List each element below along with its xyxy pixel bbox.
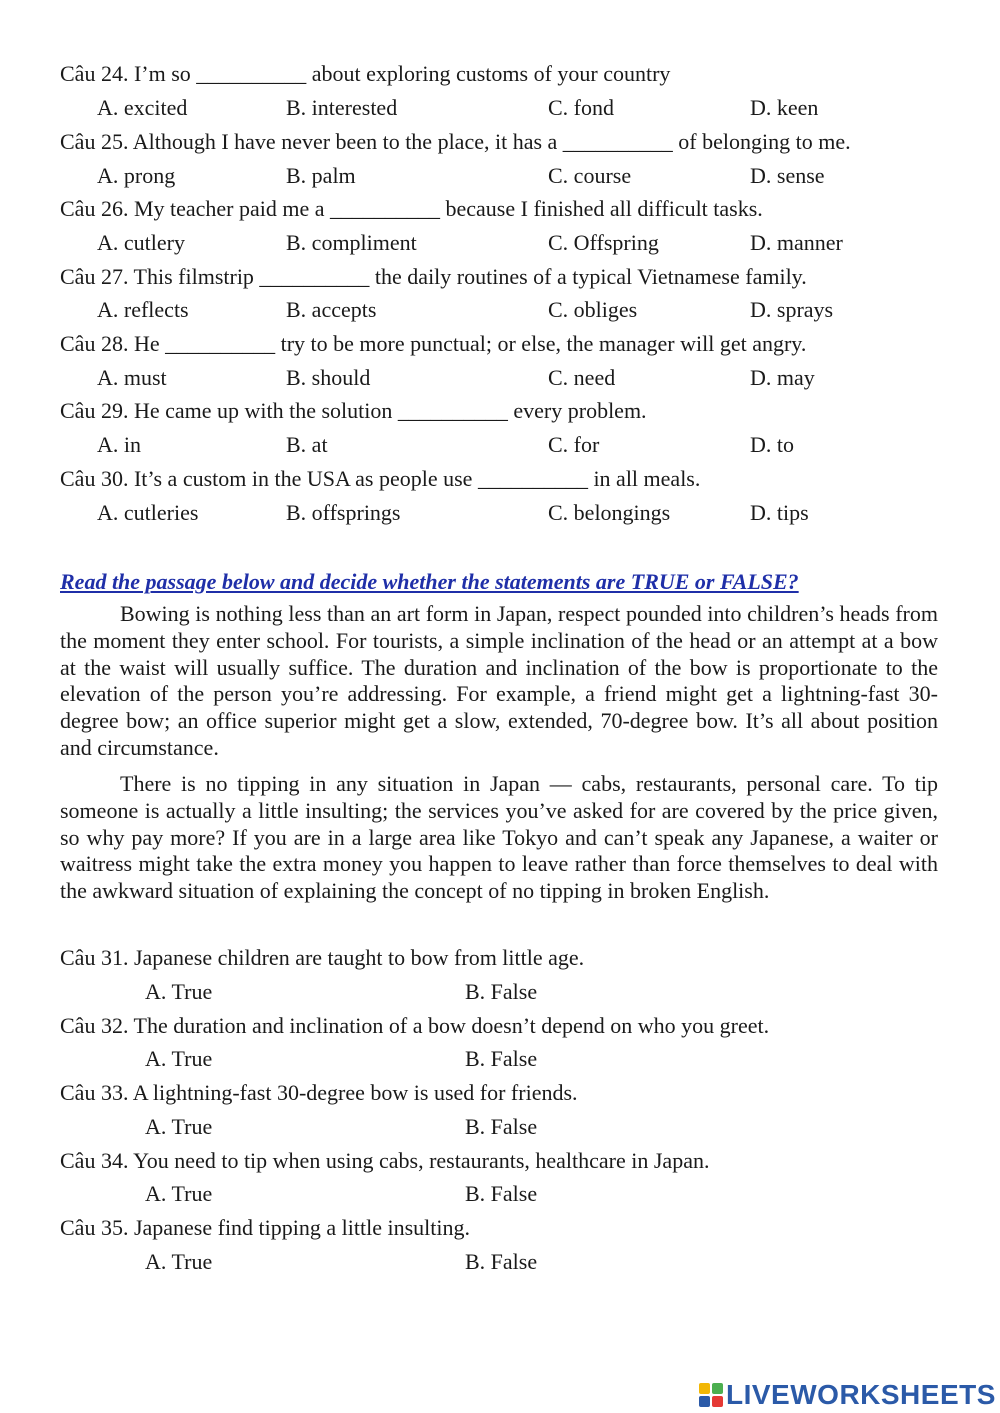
q32-option-false[interactable]: B. False [465,1046,538,1071]
q29-option-b[interactable]: B. at [286,432,328,457]
q29-option-c[interactable]: C. for [548,432,600,457]
question-31: Câu 31. Japanese children are taught to bow from little age. [60,945,585,970]
q33-option-true[interactable]: A. True [145,1114,213,1139]
q31-option-true[interactable]: A. True [145,979,213,1004]
question-25: Câu 25. Although I have never been to the place, it has a __________ of belonging to me. [60,129,851,154]
q26-option-b[interactable]: B. compliment [286,230,417,255]
q30-option-d[interactable]: D. tips [750,500,809,525]
q28-option-c[interactable]: C. need [548,365,616,390]
q26-option-d[interactable]: D. manner [750,230,843,255]
liveworksheets-logo-text: LIVEWORKSHEETS [726,1379,996,1410]
q32-option-true[interactable]: A. True [145,1046,213,1071]
question-30: Câu 30. It’s a custom in the USA as people use __________ in all meals. [60,466,701,491]
q24-option-c[interactable]: C. fond [548,95,614,120]
q25-option-b[interactable]: B. palm [286,163,356,188]
q28-option-b[interactable]: B. should [286,365,371,390]
q24-option-b[interactable]: B. interested [286,95,398,120]
q29-option-d[interactable]: D. to [750,432,794,457]
reading-heading: Read the passage below and decide whether the statements are TRUE or FALSE? [60,569,799,594]
q27-option-d[interactable]: D. sprays [750,297,834,322]
q27-option-a[interactable]: A. reflects [97,297,189,322]
question-35: Câu 35. Japanese find tipping a little insulting. [60,1215,470,1240]
q31-option-false[interactable]: B. False [465,979,538,1004]
q25-option-d[interactable]: D. sense [750,163,825,188]
q29-option-a[interactable]: A. in [97,432,141,457]
question-27: Câu 27. This filmstrip __________ the daily routines of a typical Vietnamese family. [60,264,807,289]
reading-paragraph-1: Bowing is nothing less than an art form in Japan, respect pounded into children’s heads from the moment they enter school. For tourists, a simple inclination of the head or an attempt at a bow at the waist will usually suffice. The duration and inclination of the bow is proportionate to the elevation of the person you’re addressing. For example, a friend might get a lightning-fast 30-degree bow; an office superior might get a slow, extended, 70-degree bow. It’s all about position and circumstance. [60,601,938,760]
q24-option-a[interactable]: A. excited [97,95,188,120]
question-32: Câu 32. The duration and inclination of a bow doesn’t depend on who you greet. [60,1013,770,1038]
q25-option-a[interactable]: A. prong [97,163,176,188]
q26-option-c[interactable]: C. Offspring [548,230,659,255]
q25-option-c[interactable]: C. course [548,163,632,188]
q30-option-b[interactable]: B. offsprings [286,500,401,525]
question-28: Câu 28. He __________ try to be more punctual; or else, the manager will get angry. [60,331,807,356]
q27-option-b[interactable]: B. accepts [286,297,377,322]
q24-option-d[interactable]: D. keen [750,95,819,120]
q30-option-a[interactable]: A. cutleries [97,500,199,525]
q34-option-false[interactable]: B. False [465,1181,538,1206]
q35-option-true[interactable]: A. True [145,1249,213,1274]
question-34: Câu 34. You need to tip when using cabs, restaurants, healthcare in Japan. [60,1148,710,1173]
q27-option-c[interactable]: C. obliges [548,297,638,322]
q34-option-true[interactable]: A. True [145,1181,213,1206]
reading-paragraph-2: There is no tipping in any situation in Japan — cabs, restaurants, personal care. To tip someone is actually a little insulting; the services you’ve asked for are covered by the price given, so why pay more? If you are in a large area like Tokyo and can’t speak any Japanese, a waiter or waitress might take the extra money you happen to leave rather than force themselves to deal with the awkward situation of explaining the concept of no tipping in broken English. [60,771,938,904]
question-29: Câu 29. He came up with the solution __________ every problem. [60,398,647,423]
q30-option-c[interactable]: C. belongings [548,500,671,525]
q35-option-false[interactable]: B. False [465,1249,538,1274]
liveworksheets-logo [698,1378,996,1412]
question-26: Câu 26. My teacher paid me a __________ because I finished all difficult tasks. [60,196,763,221]
q26-option-a[interactable]: A. cutlery [97,230,185,255]
question-33: Câu 33. A lightning-fast 30-degree bow is used for friends. [60,1080,578,1105]
liveworksheets-logo-icon [698,1382,724,1408]
q28-option-d[interactable]: D. may [750,365,815,390]
question-24: Câu 24. I’m so __________ about exploring customs of your country [60,61,671,86]
q28-option-a[interactable]: A. must [97,365,167,390]
q33-option-false[interactable]: B. False [465,1114,538,1139]
